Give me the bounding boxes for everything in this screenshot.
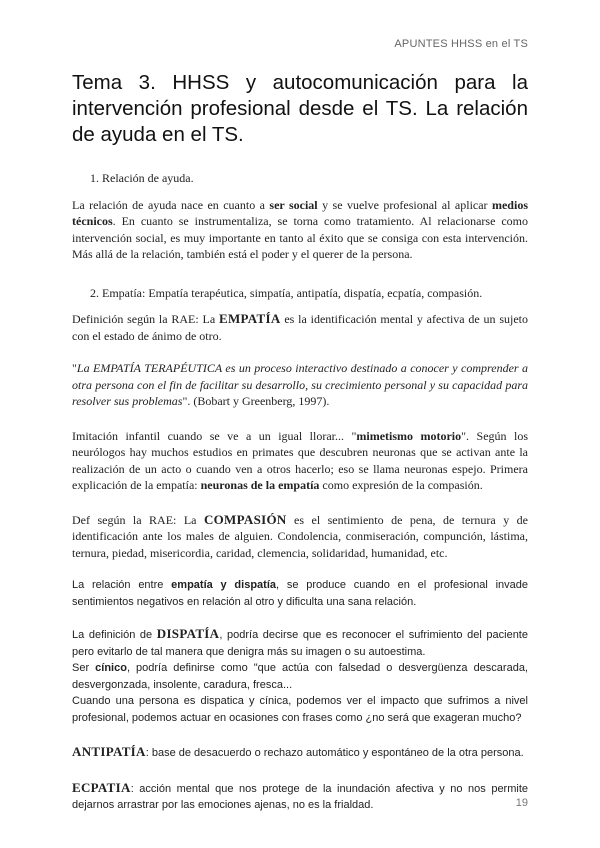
paragraph-antipatia: ANTIPATÍA: base de desacuerdo o rechazo automático y espontáneo de la otra persona. [72,744,524,759]
page-number: 19 [515,797,528,809]
section-heading-1: 1. Relación de ayuda. [90,171,194,185]
paragraph-dispatia: La definición de DISPATÍA, podría decirse que es reconocer el sufrimiento del paciente pero evitarlo de tal manera que denigra más su imagen o su autoestima. Ser cínico, podría definirse como "que actúa con falsedad o desvergüenza descarada, desvergonzada, insolente, caradura, fresca... Cuando una persona es dispatica y cínica, podemos ver el impacto que sufrimos a nivel profesional, podemos actuar en ocasiones con frases como ¿no será que exageran mucho? [72,626,528,724]
paragraph-def-empatia: Definición según la RAE: La EMPATÍA es la identificación mental y afectiva de un sujeto con el estado de ánimo de otro. [72,311,528,343]
bold-term: DISPATÍA [156,626,220,641]
bold-term: ANTIPATÍA [72,744,146,759]
document-body [72,170,528,814]
bold-term: ser social [269,197,318,212]
paragraph-ecpatia: ECPATIA: acción mental que nos protege de la inundación afectiva y no nos permite dejarnos arrastrar por las emociones ajenas, no es la frialdad. [72,779,528,811]
paragraph-relacion-empatia-dispatia: La relación entre empatía y dispatía, se produce cuando en el profesional invade sentimientos negativos en relación al otro y dificulta una sana relación. [72,579,528,608]
bold-term: ECPATIA [72,779,131,795]
bold-term: mimetismo motorio [356,428,462,443]
paragraph-quote-empatia-terapeutica: "La EMPATÍA TERAPÉUTICA es un proceso interactivo destinado a conocer y comprender a otra persona con el fin de facilitar su desarrollo, su crecimiento personal y su capacidad para resolver sus problemas". (Bobart y Greenberg, 1997). [72,361,528,408]
bold-term: empatía y dispatía [171,579,276,591]
italic-quote: La EMPATÍA TERAPÉUTICA es un proceso interactivo destinado a conocer y comprender a otra persona con el fin de facilitar su desarrollo, su crecimiento personal y su capacidad para resolver sus problemas [72,361,528,408]
bold-term: COMPASIÓN [203,511,287,527]
bold-term: EMPATÍA [218,311,281,326]
page-title: Tema 3. HHSS y autocomunicación para la intervención profesional desde el TS. La relación de ayuda en el TS. [72,71,528,146]
paragraph-def-compasion: Def según la RAE: La COMPASIÓN es el sentimiento de pena, de ternura y de identificación ante los males de alguien. Condolencia, conmiseración, compunción, lástima, ternura, piedad, misericordia, caridad, clemencia, solidaridad, humanidad, etc. [72,511,528,560]
section-heading-2: 2. Empatía: Empatía terapéutica, simpatía, antipatía, dispatía, ecpatía, compasión. [90,285,483,300]
bold-term: cínico [95,662,127,674]
bold-term: medios técnicos [72,197,528,228]
paragraph-imitacion: Imitación infantil cuando se ve a un igual llorar... "mimetismo motorio". Según los neurólogos hay muchos estudios en primates que descubren neuronas que se activan ante la realización de un acto o cuando ven a otros hacerlo; eso se llama neuronas espejo. Primera explicación de la empatía: neuronas de la empatía como expresión de la compasión. [72,428,528,492]
running-header: APUNTES HHSS en el TS [394,38,528,50]
bold-term: neuronas de la empatía [200,478,320,492]
paragraph-relacion-ayuda: La relación de ayuda nace en cuanto a ser social y se vuelve profesional al aplicar medios técnicos. En cuanto se instrumentaliza, se torna como tratamiento. Al relacionarse como intervención social, es muy importante en tanto al éxito que se consiga con esta intervención. Más allá de la relación, también está el poder y el querer de la persona. [72,197,528,261]
